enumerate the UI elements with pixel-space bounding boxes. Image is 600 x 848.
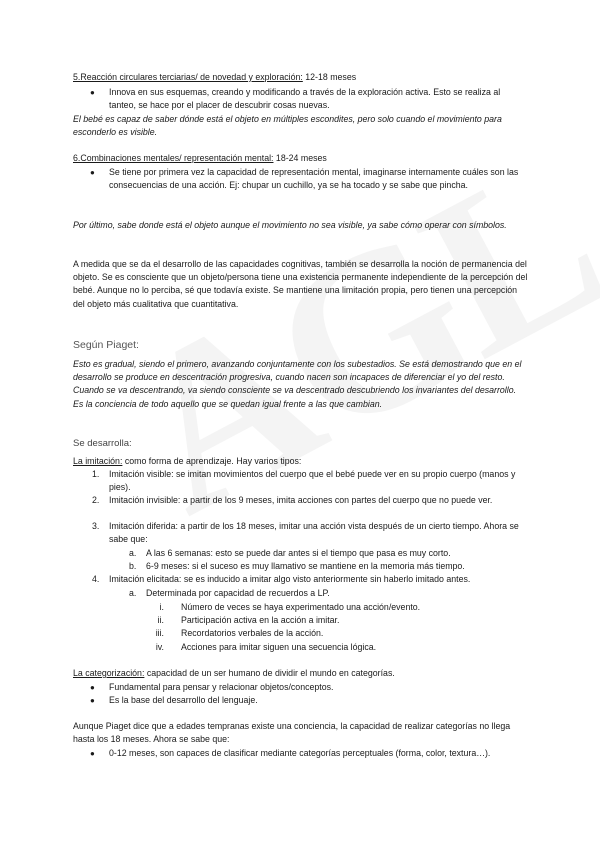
list-number: 1. [92,469,100,479]
section-6-heading [73,152,528,165]
list-roman: i. [159,602,164,612]
list-roman: ii. [157,615,164,625]
bullet-icon: ● [90,683,95,692]
bullet-icon: ● [90,696,95,705]
imitacion-item-4 [109,573,519,586]
imitacion-roman-item: Recordatorios verbales de la acción. [181,628,324,638]
permanencia-paragraph: A medida que se da el desarrollo de las capacidades cognitivas, también se desarrolla la noción de permanencia del objeto. Se es consciente que un objeto/persona tiene una existencia permanente independiente de la percepción del bebé. Aunque no lo perciba, sé que todavía existe. Se mantiene una limitación propia, pero tienen una percepción del objeto más cualitativa que cuantitativa. [73,259,528,309]
section-5-bullet: Innova en sus esquemas, creando y modificando a través de la exploración activa. Esto se realiza al tanteo, se hace por el placer de descubrir cosas nuevas. [109,87,501,111]
ultimo-paragraph: Por último, sabe donde está el objeto aunque el movimiento no sea visible, ya sabe cómo operar con símbolos. [73,220,507,230]
section-6-title: 6.Combinaciones mentales/ representación mental: [73,153,274,163]
aunque-paragraph: Aunque Piaget dice que a edades tempranas existe una conciencia, la capacidad de realizar categorías no llega hasta los 18 meses. Ahora se sabe que: [73,721,511,745]
imitacion-item-2 [109,494,519,507]
section-5-italic-note: El bebé es capaz de saber dónde está el objeto en múltiples escondites, pero solo cuando el movimiento para esconderlo es visible. [73,114,502,138]
list-letter: b. [129,561,137,571]
imitacion-item-text: a partir de los 9 meses, imita acciones con partes del cuerpo que no puede ver. [180,495,493,505]
categorizacion-definition: capacidad de un ser humano de dividir el mundo en categorías. [144,668,395,678]
imitacion-item-1 [109,468,519,494]
list-roman: iii. [155,628,164,638]
section-6-bullet: Se tiene por primera vez la capacidad de representación mental, imaginarse internamente cuáles son las consecuencias de una acción. Ej: chupar un cuchillo, ya se ha tocado y se sabe que pincha. [109,167,519,191]
imitacion-roman-item: Acciones para imitar siguen una secuencia lógica. [181,642,377,652]
final-bullet: 0-12 meses, son capaces de clasificar mediante categorías perceptuales (forma, color, textura…). [109,748,491,758]
categorizacion-heading [73,667,528,680]
imitacion-roman-item: Número de veces se haya experimentado una acción/evento. [181,602,421,612]
section-5-heading [73,71,528,84]
list-roman: iv. [155,642,164,652]
section-6-age: 18-24 meses [273,153,327,163]
imitacion-subitem: 6-9 meses: si el suceso es muy llamativo se mantiene en la memoria más tiempo. [146,561,465,571]
section-5-age: 12-18 meses [302,72,357,82]
piaget-heading: Según Piaget: [73,339,139,351]
bullet-icon: ● [90,168,95,177]
imitacion-item-term: Imitación elicitada: [109,574,182,584]
imitacion-heading [73,455,528,468]
imitacion-subitem: A las 6 semanas: esto se puede dar antes si el tiempo que pasa es muy corto. [146,548,451,558]
categorizacion-term: La categorización: [73,668,145,678]
section-5-title: 5.Reacción circulares terciarias/ de novedad y exploración: [73,72,303,82]
list-number: 3. [92,521,100,531]
imitacion-definition: como forma de aprendizaje. Hay varios tipos: [122,456,302,466]
imitacion-subitem: Determinada por capacidad de recuerdos a LP. [146,588,330,598]
imitacion-item-text: se imitan movimientos del cuerpo que el bebé puede ver en su propio cuerpo (manos y pies). [109,469,516,493]
bullet-icon: ● [90,749,95,758]
imitacion-item-text: a partir de los 18 meses, imitar una acción vista después de un cierto tiempo. Ahora se sabe que: [109,521,519,545]
bullet-icon: ● [90,88,95,97]
list-number: 2. [92,495,100,505]
imitacion-item-term: Imitación visible: [109,469,174,479]
imitacion-term: La imitación: [73,456,123,466]
list-letter: a. [129,588,137,598]
list-letter: a. [129,548,137,558]
imitacion-item-3 [109,520,519,546]
categorizacion-bullet: Fundamental para pensar y relacionar objetos/conceptos. [109,682,334,692]
list-number: 4. [92,574,100,584]
imitacion-item-text: se es inducido a imitar algo visto anteriormente sin haberlo imitado antes. [181,574,471,584]
desarrolla-heading: Se desarrolla: [73,438,132,449]
imitacion-item-term: Imitación diferida: [109,521,178,531]
imitacion-roman-item: Participación activa en la acción a imitar. [181,615,340,625]
categorizacion-bullet: Es la base del desarrollo del lenguaje. [109,695,258,705]
imitacion-item-term: Imitación invisible: [109,495,181,505]
piaget-paragraph: Esto es gradual, siendo el primero, avanzando conjuntamente con los subestadios. Se está demostrando que en el desarrollo se produce en descentración progresiva, cuando nacen son incapaces de diferenciar el yo del resto. Cuando se va descentrando, va siendo consciente se va descentrado descubriendo los invariantes del desarrollo. Es la conciencia de todo aquello que se quedan igual frente a las que cambian. [73,359,522,409]
